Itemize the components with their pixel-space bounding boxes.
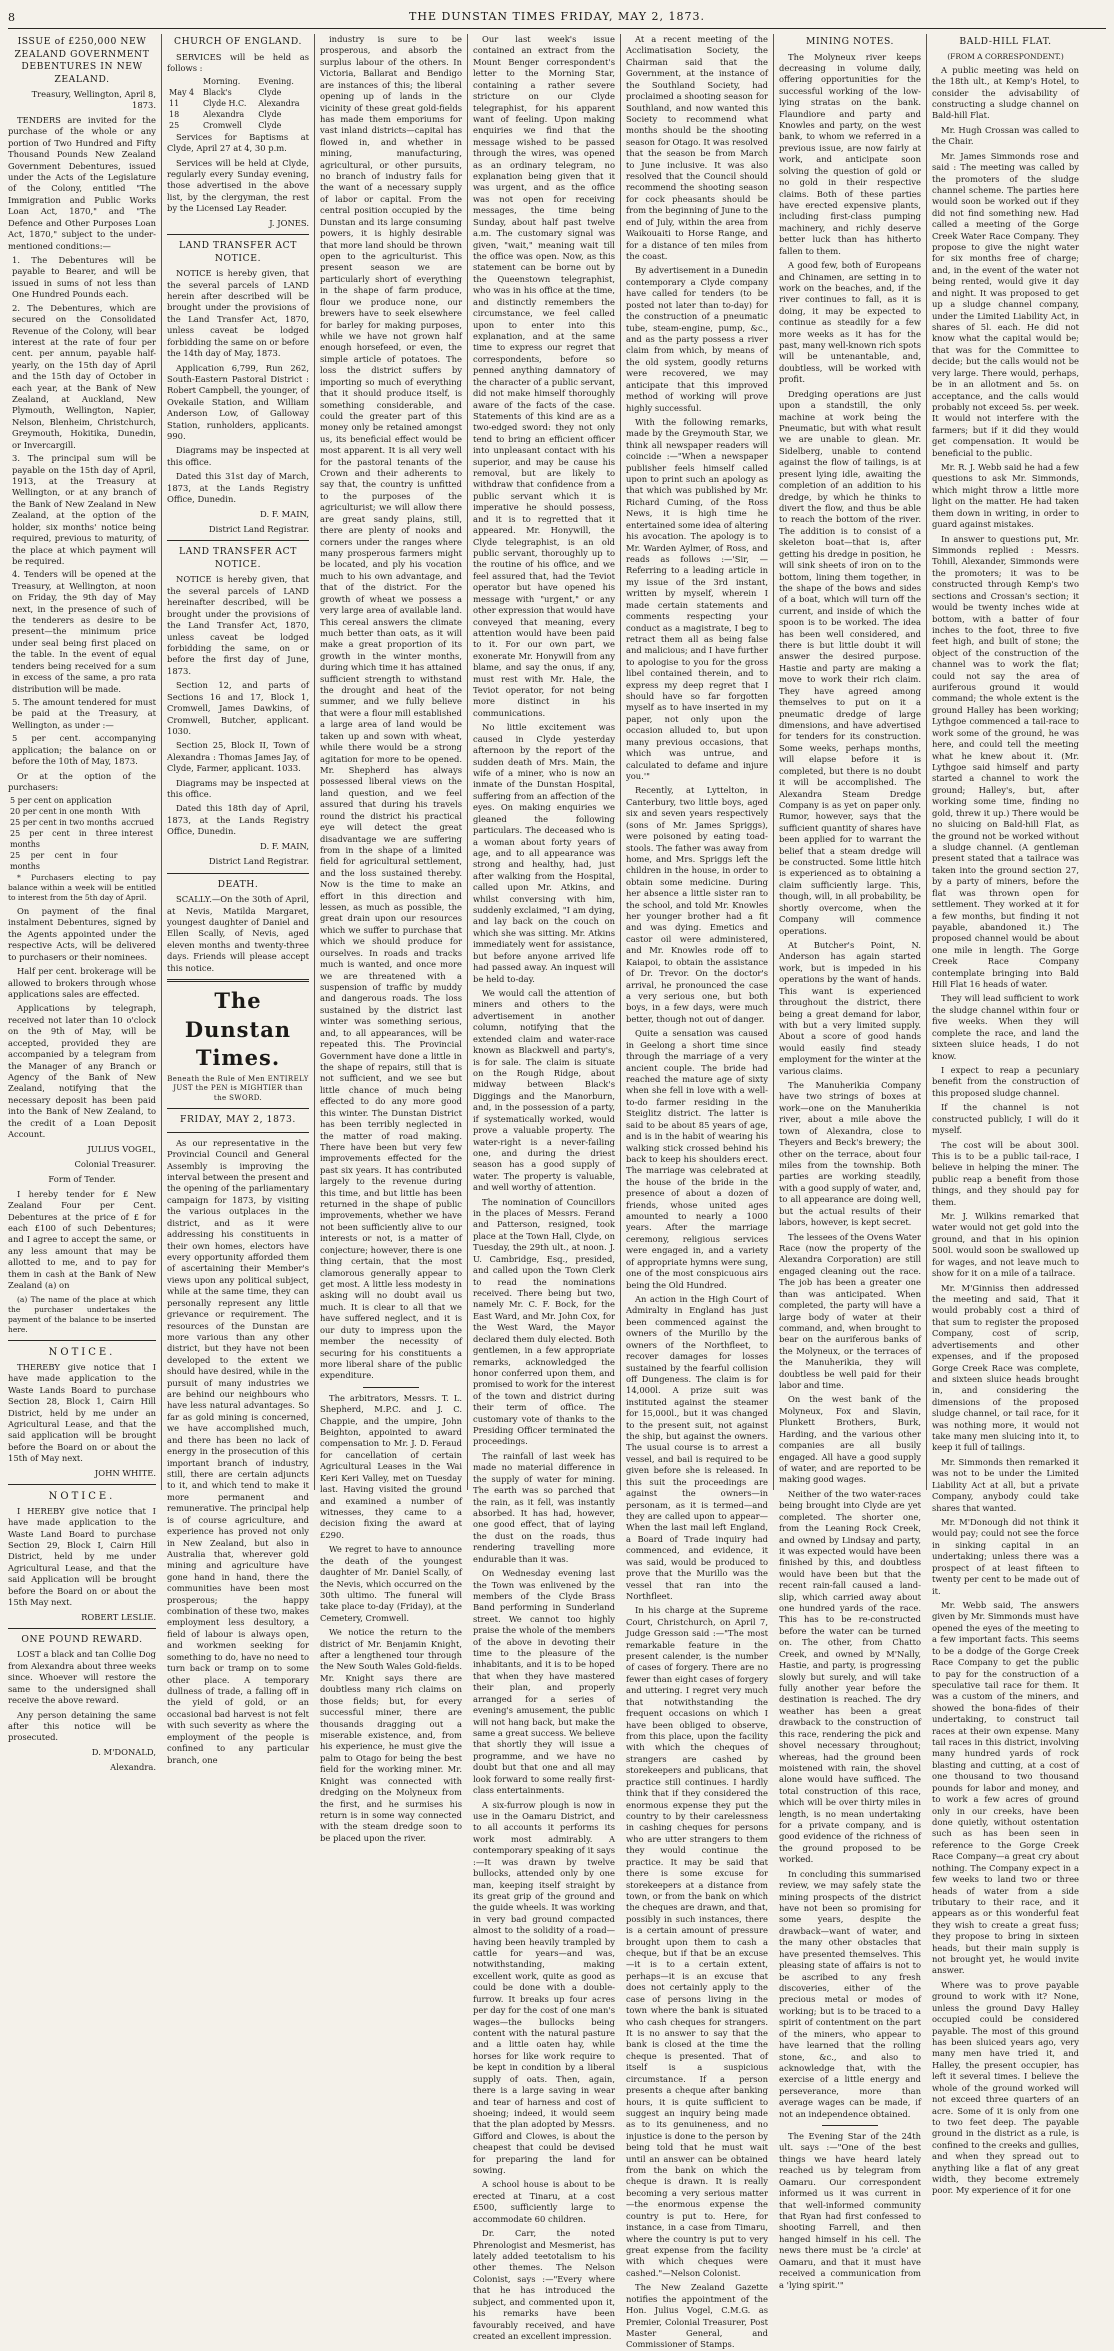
mining-note: The lessees of the Ovens Water Race (now the property of the Alexandra Corporation) are still engaged cleaning out the race. The job has been a greater one than was anticipated. When completed, the party will have a large body of water at their command, and, when brought to bear on the auriferous banks of the Molyneux, or the terraces of the Manuherikia, they will doubtless be well paid for their labor and time. [779, 1231, 921, 1391]
schedule-cell [119, 796, 156, 807]
treasurer-title: Colonial Treasurer. [74, 1158, 156, 1169]
registrar-title: District Land Registrar. [208, 856, 309, 867]
schedule-note: * Purchasers electing to pay balance within a week will be entitled to interest from the 5th day of April. [8, 872, 156, 902]
schedule-row [8, 829, 156, 851]
news-item: No little excitement was caused in Clyde yesterday afternoon by the report of the sudden death of Mrs. Main, the wife of a miner, who is now an inmate of the Dunstan Hospital, suffering from an affection of the eyes. On making enquiries we gleaned the following particulars. The deceased who is a woman about forty years of age, and to all appearance was strong and healthy, had, just after walking from the Hospital, called upon Mr. Atkins, and whilst conversing with him, suddenly exclaimed, "I am dying, and lay back on the couch on which she was sitting. Mr. Atkins immediately went for assistance, but before anyone arrived life had passed away. An inquest will be held to-day. [473, 722, 615, 984]
table-cell: Clyde H.C. [202, 99, 247, 109]
registrar-signature: D. F. MAIN, [260, 840, 309, 851]
dateline: FRIDAY, MAY 2, 1873. [180, 1114, 296, 1126]
divider [822, 2125, 879, 2126]
registrar-signature: D. F. MAIN, [260, 508, 309, 519]
mining-note: Dredging operations are just upon a standstill, the only machine at work being the Pneumatic, but with what result we are unable to glean. Mr. Sidelberg, unable to contend against the flow of tailings, is at present lying idle, awaiting the completion of an addition to his dredge, by which he thinks to divert the flow, and thus be able to reach the bottom of the river. The addition is to consist of a skeleton boat—that is, after getting his dredge in position, he will sink sheets of iron on to the bottom, lining them together, in the shape of the bows and sides of a boat, which will turn off the current, and inside of which the spoon is to be worked. The idea has been well considered, and there is but little doubt it will answer the desired purpose. Hastie and party are making a move to work their rich claim. They have agreed among themselves to put on it a pneumatic dredge of large dimensions, and have advertised for tenders for its construction. Some weeks, perhaps months, will elapse before it is completed, but there is no doubt it will be accomplished. The Alexandra Steam Dredge Company is as yet on paper only. Rumor, however, says that the sufficient quantity of shares have been applied for to warrant the belief that a steam dredge will be constructed. Some little hitch is experienced as to obtaining a claim sufficiently large. This, though, will, in all probability, be shortly overcome, when the Company will commence operations. [779, 388, 921, 936]
report-paragraph: Mr. Hugh Crossan was called to the Chair. [932, 124, 1079, 147]
news-item: At a recent meeting of the Acclimatisation Society, the Chairman said that the Government, at the instance of the Southland Society, had proclaimed a shooting season for Southland, and now wanted this Society to recommend what months should be the shooting season for Otago. It was resolved that the season be from March to June inclusive. It was also resolved that the Council should recommend the shooting season for cock pheasants should be from the beginning of June to the end of July, within the area from Waikouaiti to Horse Range, and for a distance of ten miles from the coast. [626, 34, 768, 262]
debenture-conditions [8, 255, 156, 768]
divider [167, 234, 309, 235]
divider [167, 979, 309, 982]
schedule-cell: 25 per cent in two months [10, 818, 117, 828]
land-transfer-body: NOTICE is hereby given, that the several parcels of LAND herein after described will be brought under the provisions of the Land Transfer Act, 1870, unless caveat be lodged forbidding the same on or before the 14th day of May, 1873. [167, 268, 309, 359]
debenture-body: Half per cent. brokerage will be allowed to brokers through whose applications sales are effected. [8, 966, 156, 1000]
bald-hill-title: BALD-HILL FLAT. [959, 36, 1052, 47]
news-item: With the following remarks, made by the Greymouth Star, we think all newspaper readers will coincide :—"When a newspaper publisher feels himself called upon to print such an apology as that which was published by Mr. Richard Cuming, of the Ross News, it is high time he entertained some idea of altering his avocation. The apology is to Mr. Warden Aylmer, of Ross, and reads as follows :—'Sir, —Referring to a leading article in my issue of the 3rd instant, written by myself, wherein I made certain statements and comments respecting your conduct as a magistrate, I beg to retract them all as being false and malicious; and I have further to apologise to you for the gross libel contained therein, and to express my deep regret that I should have so far forgotten myself as to have inserted in my paper, not only upon the occasion alluded to, but upon many previous occasions, that which was untrue, and calculated to defame and injure you.'" [626, 416, 768, 781]
report-paragraph: Mr. M'Ginniss then addressed the meeting and said, That it would probably cost a third of that sum to register the proposed Company, cost of scrip, advertisements and other expenses, and if the proposed Gorge Creek Race was complete, and sixteen sluice heads brought in, and considering the dimensions of the proposed sludge channel, or tail race, for it was nothing more, it would not take many men sluicing into it, to keep it full of tailings. [932, 1282, 1079, 1453]
church-services-table [167, 77, 309, 131]
table-cell: Alexandra [202, 109, 245, 119]
land-transfer-application: Section 25, Block II, Town of Alexandra : Thomas James Jay, of Clyde, Farmer, applicant. 1033. [167, 740, 309, 774]
column-5 [620, 34, 773, 2350]
tender-form-title: Form of Tender. [48, 1174, 116, 1185]
news-item: We regret to have to announce the death of the youngest daughter of Mr. Daniel Scally, of the Nevis, which occurred on the 30th ultimo. The funeral will take place to-day (Friday), at the Cemetery, Cromwell. [320, 1544, 462, 1623]
church-intro: SERVICES will be held as follows : [167, 51, 309, 73]
reward-title: ONE POUND REWARD. [21, 1633, 143, 1645]
news-item: An action in the High Court of Admiralty in England has just been commenced against the owners of the Murillo by the owners of the Northfleet, to recover damages for losses sustained by the fearful collision off Dungeness. The claim is for 14,000l. A prize suit was instituted against the steamer for 15,000l., but it was changed to the present suit, not against the ship, but against the owners. The usual course is to arrest a vessel, and bail is required to be given before she is released. In this suit the proceedings are against the owners—in personam, as it is termed—and they are called upon to appear—When the last mail left England, a Board of Trade inquiry had commenced, and evidence, it was said, would be produced to prove that the Murillo was the vessel that ran into the Northfleet. [626, 1293, 768, 1601]
report-paragraph: If the channel is not constructed publicly, I will do it myself. [932, 1102, 1079, 1136]
land-transfer-diagrams: Diagrams may be inspected at this office. [167, 777, 309, 800]
column-2 [161, 34, 314, 1765]
report-paragraph: Mr. James Simmonds rose and said : The meeting was called by the promoters of the sludge channel scheme. The parties here would soon be worked out if they did not find something new. Had called a meeting of the Gorge Creek Water Race Company. They propose to give the night water for six months free of charge; and, in the event of the water not being rented, would give it day and night. It was proposed to get up a sludge channel company, under the Limited Liability Act, in shares of 5l. each. He did not know what the capital would be; that was for the Committee to decide; but the calls would not be very large. There would, perhaps, be in an allotment and 5s. on acceptance, and the calls would probably not exceed 5s. per week. It would not interfere with the farmers; but if it did they would get compensation. It would be beneficial to the public. [932, 150, 1079, 458]
news-item: Recently, at Lyttelton, in Canterbury, two little boys, aged six and seven years respectively (sons of Mr. James Spriggs), were poisoned by eating toad-stools. The father was away from home, and Mrs. Spriggs left the children in the house, in order to obtain some medicine. During her absence a little sister ran to the school, and told Mr. Knowles her younger brother had a fit and was dying. Emetics and castor oil were administered, and Mr. Knowles rode off to Kaiapoi, to obtain the assistance of Dr. Trevor. On the doctor's arrival, he pronounced the case a very serious one, but both boys, in a few days, were much better, though not out of danger. [626, 785, 768, 1024]
notice-body: I HEREBY give notice that I have made application to the Waste Land Board to purchase Section 29, Block I, Cairn Hill District, held by me under Agricultural Lease, and that the said Application will be brought before the Board on or about the 15th May next. [8, 1505, 156, 1608]
notice-body: THEREBY give notice that I have made application to the Waste Lands Board to purchase Section 28, Block 1, Cairn Hill District, held by me under an Agricultural Lease, and that the said application will be brought before the Board on or about the 15th of May next. [8, 1361, 156, 1464]
land-transfer-date: Dated this 31st day of March, 1873, at the Lands Registry Office, Dunedin. [167, 471, 309, 505]
debenture-intro: TENDERS are invited for the purchase of the whole or any portion of Two Hundred and Fifty Thousand Pounds New Zealand Government Debentures, issued under the Acts of the Legislature of the Colony, entitled "The Immigration and Public Works Loan Act, 1870," and "The Defence and Other Purposes Loan Act, 1870," subject to the under-mentioned conditions:— [8, 114, 156, 251]
mining-note: Neither of the two water-races being brought into Clyde are yet completed. The shorter one, from the Leaning Rock Creek, and owned by Lindsay and party, it was expected would have been finished by this, and doubtless would have been but that the recent rain-fall caused a land-slip, which carried away about one hundred yards of the race. This has to be re-constructed before the water can be turned on. The other, from Chatto Creek, and owned by M'Nally, Hastie, and party, is progressing slowly but surely, and will take fully another year before the destination is reached. The dry weather has been a great drawback to the construction of this race, rendering the pick and shovel necessary throughout; whereas, had the ground been moistened with rain, the shovel alone would have sufficed. The total construction of this race, which will be over thirty miles in length, is no mean undertaking for a private company, and is good evidence of the richness of the ground proposed to be worked. [779, 1488, 921, 1865]
mining-note: The Molyneux river keeps decreasing in volume daily, offering opportunities for the successful working of the low-lying stratas on the bank. Flaundiore and party and Knowles and party, on the west bank, to whom we referred in a previous issue, are now fairly at work, and anticipate soon solving the question of gold or no gold in their respective claims. Both of these parties have erected expensive plants, including first-class pumping machinery, and richly deserve better luck than has hitherto fallen to them. [779, 51, 921, 256]
table-row [167, 121, 309, 132]
divider [8, 1628, 156, 1629]
table-row [167, 99, 309, 110]
mining-note: On the west bank of the Molyneux, Fox and Slavin, Plunkett Brothers, Burk, Harding, and the various other companies are all busily engaged. All have a good supply of water, and are reported to be making good wages. [779, 1394, 921, 1485]
land-transfer-diagrams: Diagrams may be inspected at this office. [167, 445, 309, 467]
land-transfer-date: Dated this 18th day of April, 1873, at the Lands Registry Office, Dunedin. [167, 803, 309, 837]
mining-note: At Butcher's Point, N. Anderson has again started work, but is impeded in his operations by the want of hands. This want is experienced throughout the district, there being a great demand for labor, with but a very limited supply. About a score of good hands would easily find steady employment for the winter at the various claims. [779, 940, 921, 1076]
report-paragraph: They will lead sufficient to work the sludge channel within four or five weeks. When they will complete the race, and land the sixteen sluice heads, I do not know. [932, 993, 1079, 1061]
table-cell: May 4 [169, 88, 195, 98]
schedule-row [8, 807, 156, 818]
tender-form-note: (a) The name of the place at which the purchaser undertakes the payment of the balance to be inserted here. [8, 1294, 156, 1335]
table-row [167, 88, 309, 99]
news-item: Quite a sensation was caused in Geelong a short time since through the marriage of a very ancient couple. The bride had reached the mature age of sixty when she fell in love with a well-to-do farmer residing in the Steiglitz district. The latter is said to be about 85 years of age, and is in the habit of wearing his walking stick crossed behind his back to keep his shoulders erect. The marriage was celebrated at the house of the bride in the presence of about a dozen of friends, whose united ages amounted to nearly a 1000 years. After the marriage ceremony, religious services were engaged in, and a variety of appropriate hymns were sung, one of the most conspicuous airs being the Old Hundred. [626, 1028, 768, 1290]
schedule-cell: 25 per cent in four months [10, 850, 118, 871]
editorial: As our representative in the Provincial Council and General Assembly is improving the interval between the present and the opening of the parliamentary campaign for 1873, by visiting the various outplaces in the district, and as it were addressing his constituents in their own homes, electors have every opportunity afforded them of ascertaining their Member's views upon any political subject, while at the same time, they can personally represent any little grievance or requirement. The resources of the Dunstan are more various than any other district, but they have not been developed to the extent we should have desired, while in the pursuit of many industries we are behind our neighbours who have less natural advantages. So far as gold mining is concerned, we have accomplished much, and there has been no lack of energy in the prosecution of this important branch of industry, still, there are certain adjuncts to it, and which tend to make it more permanent and remunerative. The principal help is of course agriculture, and experience has proved not only in New Zealand, but also in Australia that, wherever gold mining and agriculture have gone hand in hand, there the communities have been most prosperous; the happy combination of these two, makes employment less desultory, a field of labour is always open, and workmen seeking for something to do, have no need to turn back or tramp on to some other place. A temporary dullness of trade, a falling off in the yield of gold, or an occasional bad harvest is not felt with such severity as where the employment of the people is confined to any particular branch, one [167, 1137, 309, 1765]
news-item: The arbitrators, Messrs. T. L. Shepherd, M.P.C. and J. C. Chappie, and the umpire, John Beighton, appointed to award compensation to Mr. J. D. Feraud for cancellation of certain Agricultural Leases in the Wai Keri Keri Valley, met on Tuesday last. Having visited the ground and examined a number of witnesses, they came to a decision fixing the award at £290. [320, 1392, 462, 1540]
reward-signature: D. M'DONALD, [91, 1746, 156, 1757]
schedule-cell [119, 851, 156, 873]
table-cell: Clyde [258, 109, 282, 119]
report-paragraph: The cost will be about 300l. This is to be a public tail-race, I believe in helping the miner. The public reap a benefit from those things, and they should pay for them. [932, 1139, 1079, 1207]
tender-form-body: I hereby tender for £ New Zealand Four per Cent. Debentures at the price of £ for each £100 of such Debentures; and I agree to accept the same, or any less amount that may be allotted to me, and to pay for them in cash at the Bank of New Zealand (a) on [8, 1188, 156, 1291]
schedule-row [8, 818, 156, 829]
news-item: In his charge at the Supreme Court, Christchurch, on April 7, Judge Gresson said :—"The most remarkable feature in the present calender, is the number of cases of forgery. There are no fewer than eight cases of forgery and uttering. I regret very much that notwithstanding the frequent occasions on which I have been obliged to observe, from this place, upon the facility with which the cheques of strangers are cashed by storekeepers and publicans, that practice still continues. I hardly think that if they considered the enormous expense they put the country to by their carelessness in cashing cheques for persons who are utter strangers to them they would continue the practice. It may be said that there is some excuse for storekeepers at a distance from town, or from the bank on which the cheques are drawn, and that, possibly in such instances, there is a certain amount of pressure brought upon them to cash a cheque, but if that be an excuse—it is to a certain extent, perhaps—it is an excuse that does not certainly apply to the case of persons living in the town where the bank is situated who cash cheques for strangers. It is no answer to say that the bank is closed at the time the cheque is presented. That of itself is a suspicious circumstance. If a person presents a cheque after banking hours, it is quite sufficient to suggest an inquiry being made as to its genuineness, and no injustice is done to the person by being told that he must wait until an answer can be obtained from the bank on which the cheque is drawn. It is really becoming a very serious matter—the enormous expense the country is put to. Here, for instance, in a case from Timaru, where the country is put to very great expense from the facility with which cheques were cashed."—Nelson Colonist. [626, 1605, 768, 2278]
column-6 [773, 34, 926, 2290]
news-item: By advertisement in a Dunedin contemporary a Clyde company have called for tenders (to be posted not later than to-day) for the construction of a pneumatic tube, steam-engine, pump, &c., and as the party possess a river claim from which, by means of the old system, goodly returns were recovered, we may anticipate that this improved method of working will prove highly successful. [626, 265, 768, 413]
debenture-body: On payment of the final instalment Debentures, signed by the Agents appointed under the respective Acts, will be delivered to purchasers or their nominees. [8, 906, 156, 962]
notice-title: NOTICE. [48, 1347, 116, 1359]
columns [8, 34, 1106, 2350]
mining-note: A good few, both of Europeans and Chinamen, are setting in to work on the beaches, and, if the river continues to fall, as it is doing, it may be expected to continue as steadily for a few more weeks as it has for the past, many well-known rich spots will be untenantable, and, doubtless, will be worked with profit. [779, 260, 921, 385]
report-paragraph: Mr. J. Wilkins remarked that water would not get gold into the ground, and that in his opinion 500l. would soon be swallowed up for wages, and not leave much to show for it on a mile of a tailrace. [932, 1211, 1079, 1279]
church-signature: J. JONES. [269, 217, 309, 228]
column-3 [314, 34, 467, 1843]
debenture-place: Treasury, Wellington, April 8, 1873. [31, 89, 156, 111]
running-title: THE DUNSTAN TIMES FRIDAY, MAY 2, 1873. [409, 10, 705, 23]
table-cell: Clyde [258, 120, 282, 130]
condition-item: 3. The principal sum will be payable on the 15th day of April, 1913, at the Treasury at Wellington, or at any branch of the Bank of New Zealand in New Zealand, at the option of the holder, six months' notice being required, previous to maturity, of the place at which payment will be required. [12, 453, 156, 566]
purchase-intro: Or at the option of the purchasers: [8, 770, 156, 792]
schedule-cell: accrued [121, 818, 154, 828]
mining-notes-title: MINING NOTES. [805, 36, 895, 47]
news-item: We would call the attention of miners and others to the advertisement in another column, notifying that the extended claim and water-race known as Blackwell and party's, is for sale. The claim is situate on the Rough Ridge, about midway between Black's Diggings and the Manorburn, and, in the possession of a party, if systematically worked, would prove a valuable property. The water-right is a never-failing one, and during the driest season has a good supply of water. The property is valuable, and well worthy of attention. [473, 988, 615, 1193]
divider [167, 873, 309, 874]
news-item: We notice the return to the district of Mr. Benjamin Knight, after a lengthened tour through the New South Wales Gold-fields. Mr. Knight says there are doubtless many rich claims on those fields; but, for every successful miner, there are thousands dragging out a miserable existence, and, from his experience, he must give the palm to Otago for being the best field for the working miner. Mr. Knight was connected with dredging on the Molyneux from the first, and he surmises his return is in some way connected with the steam dredge soon to be placed upon the river. [320, 1627, 462, 1843]
schedule-cell: 20 per cent in one month [10, 807, 113, 817]
condition-item: 2. The Debentures, which are secured on the Consolidated Revenue of the Colony, will bear interest at the rate of four per cent. per annum, payable half-yearly, on the 15th day of April and the 15th day of October in each year, at the Bank of New Zealand, at Auckland, New Plymouth, Wellington, Napier, Nelson, Blenheim, Christchurch, Greymouth, Hokitika, Dunedin, or Invercargill. [12, 302, 156, 450]
divider [8, 1484, 156, 1485]
masthead: The Dunstan Times. [184, 988, 292, 1071]
editorial-continued: industry is sure to be prosperous, and absorb the surplus labour of the others. In Victoria, Ballarat and Bendigo are instances of this; the liberal opening up of lands in the vicinity of these great gold-fields has made them emporiums for vast inland districts—capital has flowed in, and whether in mining, manufacturing, agricultural, or other pursuits, no branch of industry fails for the want of a necessary supply of labor or capital. From the central position occupied by the Dunstan and its large consuming powers, it is highly desirable that more land should be thrown open to the agriculturist. This present season we are particularly short of everything in the shape of farm produce, flour we produce none, our brewers have to seek elsewhere for barley for making purposes, while we have not grown half enough horsefeed, or even, the simple article of potatoes. The loss the district suffers by importing so much of everything that it should produce itself, is something considerable, and could the greater part of this money only be retained amongst us, its beneficial effect would be most apparent. It is all very well for the pastoral tenants of the Crown and their adherents to say that, the country is unfitted to the purposes of the agriculturist; we will allow there are great sandy plains, still, there are plenty of nooks and corners under the ranges where many prosperous farmers might be located, and ply his vocation much to his own advantage, and that of the district. For the growth of wheat we possess a very large area of available land. This cereal answers the climate much better than oats, as it will make a great proportion of its growth in the winter months, during which time it has attained sufficient strength to withstand the drought and heat of the summer, and we fully believe that were a flour mill established a large area of land would be taken up and sown with wheat, while there would be a strong agitation for more to be opened. Mr. Shepherd has always possessed liberal views on the land question, and we feel assured that during his travels round the district his practical eye will detect the great disadvantage we are suffering from in the shape of a limited field for agricultural settlement, and the loss sustained thereby. Now is the time to make an effort in this direction and lessen, as much as possible, the great drain upon our resources which we suffer to purchase that which we should produce for ourselves. In roads and tracks much is wanted, and once more we are threatened with a suspension of traffic by muddy and dangerous roads. The loss sustained by the district last winter was something serious, and, to all appearances, will be repeated this. The Provincial Government have done a little in the shape of repairs, still that is not sufficient, and we see but little chance of much being effected to do any more good this winter. The Dunstan District has been terribly neglected in the matter of road making. There have been but very few improvements effected for the past six years. It has contributed largely to the revenue during this time, and but little has been returned in the shape of public improvements, whether we have not been sufficiently alive to our interests or not, is a matter of conjecture; however, there is one thing certain, that the most clamorous generally appear to get most. A little less modesty in asking will no doubt avail us much. It is clear to all that we have suffered neglect, and it is our duty to impress upon the member the necessity of securing for his constituents a more liberal share of the public expenditure. [320, 34, 462, 1381]
masthead-motto: Beneath the Rule of Men ENTIRELY JUST the PEN is MIGHTIER than the SWORD. [167, 1074, 309, 1102]
table-cell: Alexandra [258, 99, 300, 109]
report-paragraph: A public meeting was held on the 18th ult., at Kemp's Hotel, to consider the advisability of constructing a sludge channel on Bald-hill Flat. [932, 64, 1079, 121]
table-cell: 11 [169, 99, 180, 109]
report-paragraph: Mr. Simmonds then remarked it was not to be under the Limited Liability Act at all, but a private Company, anybody could take shares that wanted. [932, 1456, 1079, 1513]
report-paragraph: I expect to reap a pecuniary benefit from the construction of this proposed sludge channel. [932, 1064, 1079, 1098]
column-4 [467, 34, 620, 2341]
debenture-title: ISSUE of £250,000 NEW ZEALAND GOVERNMENT DEBENTURES IN NEW ZEALAND. [14, 36, 150, 85]
column-7 [926, 34, 1079, 2196]
news-item: The rainfall of last week has made no material difference in the supply of water for mining. The earth was so parched that the rain, as it fell, was instantly absorbed. It has had, however, one good effect, that of laying the dust on the roads, thus rendering travelling more endurable than it was. [473, 1450, 615, 1564]
debenture-body: Applications by telegraph, received not later than 10 o'clock on the 9th of May, will be accepted, provided they are accompanied by a telegram from the Manager of any Branch or Agency of the Bank of New Zealand, notifying that the necessary deposit has been paid into the Bank of New Zealand, to the credit of a Loan Deposit Account. [8, 1003, 156, 1140]
news-item: On Wednesday evening last the Town was enlivened by the members of the Clyde Brass Band performing in Sunderland street. We cannot too highly praise the whole of the members of the above in devoting their time to the pleasure of the inhabitants, and it is to be hoped that when they have mastered their plan, and properly arranged for a series of evening's amusement, the public will not hang back, but make the same a great success. We believe that shortly they will issue a programme, and we have no doubt but that one and all may look forward to some really first-class entertainments. [473, 1568, 615, 1796]
divider [167, 540, 309, 541]
divider [167, 1132, 309, 1133]
running-head [8, 10, 1106, 29]
report-paragraph: Where was to prove payable ground to work with it? None, unless the ground Davy Halley occupied could be considered payable. The most of this ground has been sluiced years ago, very many men have tried it, and Halley, the present occupier, has left it several times. I believe the whole of the ground worked will not exceed three quarters of an acre. Some of it is only from one to two feet deep. The payable ground in the district as a rule, is confined to the creeks and gullies, and when they spread out to anything like a flat of any great width, they become extremely poor. My experience of it for one [932, 1979, 1079, 2196]
land-transfer-title: LAND TRANSFER ACT NOTICE. [179, 240, 297, 264]
death-title: DEATH. [217, 878, 259, 890]
notice-signature: ROBERT LESLIE. [81, 1611, 156, 1622]
divider [167, 1108, 309, 1109]
news-item: The Evening Star of the 24th ult. says :—"One of the best things we have heard lately reached us by telegram from Oamaru. Our correspondent informed us it was current in that well-informed community that Ryan had first confessed to shooting Farrell, and then hanged himself in his cell. The news there must be 'a circle' at Oamaru, and that it must have received a communication from a 'lying spirit.'" [779, 2131, 921, 2290]
news-item: A school house is about to be erected at Tinaru, at a cost £500, sufficiently large to accommodate 60 children. [473, 2179, 615, 2224]
registrar-title: District Land Registrar. [208, 524, 309, 534]
condition-item: 4. Tenders will be opened at the Treasury, at Wellington, at noon on Friday, the 9th day of May next, in the presence of such of the tenderers as desire to be present—the minimum price under seal being first placed on the table. In the event of equal tenders being received for a sum in excess of the same, a pro rata distribution will be made. [12, 569, 156, 694]
mining-note: In concluding this summarised review, we may safely state the mining prospects of the district have not been so promising for some years, despite the drawback—want of water, and the many other obstacles that have presented themselves. This pleasing state of affairs is not to be ascribed to any fresh discoveries, either of the precious metal or modes of working; but is to be traced to a spirit of contentment on the part of the miners, who appear to have learned that the rolling stone, &c., and also to acknowledge that, with the exercise of a little energy and perseverance, more than average wages can be made, if not an independence obtained. [779, 1868, 921, 2119]
schedule-cell: 25 per cent in three months [10, 829, 118, 849]
news-item: Our last week's issue contained an extract from the Mount Benger correspondent's letter to the Morning Star, containing a rather severe stricture on our Clyde telegraphist, for his apparent want of feeling. Upon making enquiries we find that the message wished to be passed through the wires, was opened as an ordinary telegram, no explanation being given that it was urgent, and as the office was not open for receiving messages, the time being Sunday, about half past twelve a.m. The customary signal was given, "wait," meaning wait till the office was open. Now, as this statement can be borne out by the Queenstown telegraphist, who was in his office at the time, and distinctly remembers the circumstance, we feel called upon to enter into this explanation, and at the same time to express our regret that correspondents, before so penned anything damnatory of the character of a public servant, did not make himself thoroughly aware of the facts of the case. Statements of this kind are as a two-edged sword: they not only tend to bring an efficient officer into unpleasant contact with his superior, and may be cause his removal, but are likely to withdraw that confidence from a public servant which it is imperative he should possess, and it is to regretted that it appeared. Mr. Honywill, the Clyde telegraphist, is an old public servant, thoroughly up to the routine of his office, and we feel assured that, had the Teviot operator but have opened his message with "urgent," or any other expression that would have conveyed that meaning, every attention would have been paid to it. For our own part, we exonerate Mr. Honywill from any blame, and say the onus, if any, must rest with Mr. Hale, the Teviot operator, for not being more distinct in his communications. [473, 34, 615, 718]
table-cell: 18 [169, 109, 180, 119]
report-paragraph: In answer to questions put, Mr. Simmonds replied : Messrs. Tohill, Alexander, Simmonds were the promoters; it was to be constructed through Kemp's two sections and Crossan's section; it would be twenty inches wide at bottom, with a batter of four inches to the foot, three to five feet high, and built of stone; the object of the construction of the channel was to work the flat; could not say the area of auriferous ground it would command; the whole extent is the ground Halley has been working; Lythgoe commenced a tail-race to work some of the ground, he was here, and could tell the meeting what he knew about it. (Mr. Lythgoe said himself and party started a channel to work the ground; Halley's, but, after working some time, finding no gold, threw it up.) There would be no sluicing on Bald-hill Flat, as the ground not be worked without a sludge channel. (A gentleman present stated that a tailrace was taken into the ground section 27, by a party of miners, before the flat was thrown open for settlement. They worked at it for a few months, but finding it not payable, abandoned it.) The proposed channel would be about one mile in length. The Gorge Creek Race Company contemplate bringing into Bald Hill Flat 16 heads of water. [932, 533, 1079, 990]
table-row [167, 110, 309, 121]
schedule-cell: 5 per cent on application [10, 796, 112, 806]
report-paragraph: Mr. R. J. Webb said he had a few questions to ask Mr. Simmonds, which might throw a little more light on the matter. He had taken them down in writing, in order to guard against mistakes. [932, 462, 1079, 530]
condition-item: 1. The Debentures will be payable to Bearer, and will be issued in sums of not less than One Hundred Pounds each. [12, 254, 156, 300]
table-header-row [167, 77, 309, 88]
schedule-row [8, 851, 156, 873]
table-head-cell [167, 77, 201, 88]
condition-item: 5. The amount tendered for must be paid at the Treasury, at Wellington, as under :— [12, 697, 156, 730]
church-note: Services for Baptisms at Clyde, April 27 at 4, 30 p.m. [167, 131, 309, 154]
land-transfer-application: Application 6,799, Run 262, South-Eastern Pastoral District : Robert Campbell, the younger, of Ovekaile Station, and William Anderson Low, of Galloway Station, runholders, applicants. 990. [167, 362, 309, 442]
payment-schedule [8, 796, 156, 872]
condition-item: 5 per cent. accompanying application; the balance on or before the 10th of May, 1873. [12, 733, 156, 767]
report-paragraph: Mr. M'Donough did not think it would pay; could not see the force in sinking capital in an undertaking; unless there was a prospect of at least fifteen to twenty per cent to be made out of it. [932, 1517, 1079, 1596]
schedule-row [8, 796, 156, 807]
news-item: The nomination of Councillors in the places of Messrs. Ferand and Patterson, resigned, took place at the Town Hall, Clyde, on Tuesday, the 29th ult., at noon. J. U. Cambridge, Esq., presided, and called upon the Town Clerk to read the nominations received. There being but two, namely Mr. C. F. Bock, for the East Ward, and Mr. John Cox, for the West Ward, the Mayor declared them duly elected. Both gentlemen, in a few appropriate remarks, acknowledged the honor conferred upon them, and promised to work for the interest of the town and district during their term of office. The customary vote of thanks to the Presiding Officer terminated the proceedings. [473, 1196, 615, 1447]
table-head-cell: Morning. [202, 77, 241, 87]
table-cell: 25 [169, 120, 180, 130]
news-item: The New Zealand Gazette notifies the appointment of the Hon. Julius Vogel, C.M.G. as Premier, Colonial Treasurer, Post Master General, and Commissioner of Stamps. [626, 2282, 768, 2350]
table-cell: Black's [202, 88, 232, 98]
news-item: A six-furrow plough is now in use in the Oamaru District, and to all accounts it performs its work most admirably. A contemporary speaking of it says :—It was drawn by twelve bullocks, attended only by one man, keeping itself straight by its great grip of the ground and the guide wheels. It was working in very bad ground compacted almost to the solidity of a road—having been heavily trampled by cattle for years—and was, notwithstanding, making excellent work, quite as good as could be done with a double-furrow. It breaks up four acres per day for the cost of one man's wages—the bullocks being content with the natural pasture and a little oaten hay, while horses for like work require to be kept in condition by a liberal supply of oats. Then, again, there is a large saving in wear and tear of harness and cost of shoeing; indeed, it would seem that the plan adopted by Messrs. Gifford and Clowes, is about the cheapest that could be devised for preparing the land for sowing. [473, 1799, 615, 2176]
column-1 [8, 34, 161, 1773]
church-title: CHURCH OF ENGLAND. [173, 36, 303, 47]
table-cell: Clyde [258, 88, 282, 98]
treasurer-signature: JULIUS VOGEL, [87, 1143, 156, 1154]
mining-note: The Manuherikia Company have two strings of boxes at work—one on the Manuherikia river, about a mile above the town of Alexandra, close to Theyers and Beck's brewery; the other on the terrace, about four miles from the township. Both parties are working steadily, with a good supply of water, and, to all appearance are doing well, but the actual results of their labors, however, is kept secret. [779, 1080, 921, 1228]
death-notice: SCALLY.—On the 30th of April, at Nevis, Matilda Margaret, youngest daughter of Daniel and Ellen Scally, of Nevis, aged eleven months and twenty-three days. Friends will please accept this notice. [167, 894, 309, 973]
divider [8, 1340, 156, 1341]
land-transfer-application: Section 12, and parts of Sections 16 and 17, Block 1, Cromwell, James Dawkins, of Cromwell, Butcher, applicant. 1030. [167, 680, 309, 736]
notice-title: NOTICE. [48, 1491, 116, 1503]
correspondent-line: (FROM A CORRESPONDENT.) [947, 51, 1064, 61]
reward-place: Alexandra. [110, 1762, 156, 1773]
land-transfer-body: NOTICE is hereby given, that the several parcels of LAND hereinafter described, will be brought under the provisions of the Land Transfer Act, 1870, unless caveat be lodged forbidding the same, on or before the first day of June, 1873. [167, 574, 309, 676]
notice-signature: JOHN WHITE. [94, 1467, 156, 1478]
reward-body: LOST a black and tan Collie Dog from Alexandra about three weeks since. Whoever will restore the same to the undersigned shall receive the above reward. [8, 1649, 156, 1706]
schedule-cell: With [121, 807, 141, 817]
table-cell: Cromwell [202, 120, 242, 130]
table-head-cell: Evening. [258, 77, 294, 87]
land-transfer-title: LAND TRANSFER ACT NOTICE. [179, 546, 297, 570]
church-note: Services will be held at Clyde, regularly every Sunday evening, those advertised in the above list, by the clergyman, the rest by the Licensed Lay Reader. [167, 157, 309, 214]
news-item: Dr. Carr, the noted Phrenologist and Mesmerist, has lately added teetotalism to his other themes. The Nelson Colonist, says :—"Every where that he has introduced the subject, and commented upon it, his remarks have been favourably received, and have created an excellent impression. [473, 2228, 615, 2341]
report-paragraph: Mr. Webb said, The answers given by Mr. Simmonds must have opened the eyes of the meeting to a few important facts. This seems to be a dodge of the Gorge Creek Race Company to get the public to pay for the construction of a speculative tail race for them. It was a custom of the miners, and showed the bona-fides of their undertaking, to construct tail races at their own expense. Many tail races in this district, involving many hundred yards of rock blasting and cutting, at a cost of one thousand to two thousand pounds for labor and money, and to work a few acres of ground only in our creeks, have been done quietly, without ostentation such as has been seen in reference to the Gorge Creek Race Company—a great cry about nothing. The Company expect in a few weeks to land two or three heads of water from a side tributary to their race, and it appears as or this wonderful feat they wish to create a great fuss; they propose to bring in sixteen heads, but their main supply is not brought yet, he would invite answer. [932, 1599, 1079, 1976]
reward-warning: Any person detaining the same after this notice will be prosecuted. [8, 1709, 156, 1743]
page-number: 8 [8, 11, 16, 24]
schedule-cell: interest [121, 829, 153, 838]
divider [363, 1387, 420, 1388]
